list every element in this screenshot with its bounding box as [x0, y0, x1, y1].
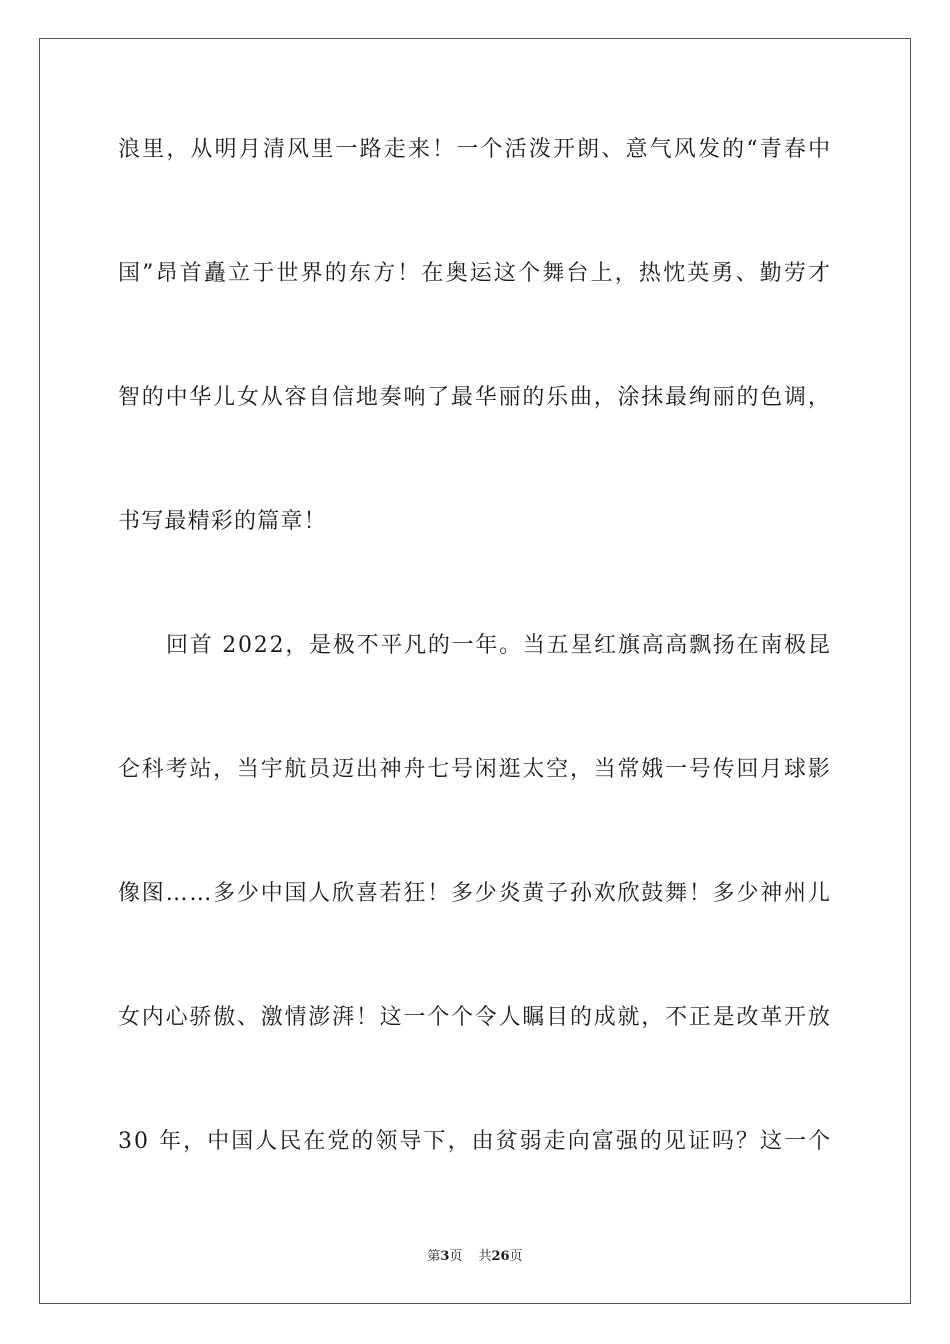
body-text-line-9: 30 年，中国人民在党的领导下，由贫弱走向富强的见证吗？这一个: [118, 1129, 833, 1154]
total-page-count: 26: [491, 1249, 510, 1264]
body-text-line-3: 智的中华儿女从容自信地奏响了最华丽的乐曲，涂抹最绚丽的色调，: [118, 385, 832, 410]
body-text-line-4: 书写最精彩的篇章！: [118, 509, 327, 534]
footer-prefix: 第: [427, 1249, 441, 1264]
page-border: [39, 38, 911, 1304]
body-text-line-2: 国”昂首矗立于世界的东方！在奥运这个舞台上，热忱英勇、勤劳才: [118, 261, 833, 286]
body-text-line-8: 女内心骄傲、激情澎湃！这一个个令人瞩目的成就，不正是改革开放: [118, 1005, 832, 1030]
current-page-number: 3: [440, 1249, 450, 1264]
body-text-line-7: 像图……多少中国人欣喜若狂！多少炎黄子孙欢欣鼓舞！多少神州儿: [118, 881, 832, 906]
footer-total-prefix: 共: [478, 1249, 492, 1264]
page-footer: [0, 1248, 950, 1266]
body-text-line-5: 回首 2022，是极不平凡的一年。当五星红旗高高飘扬在南极昆: [166, 633, 832, 658]
body-text-line-1: 浪里，从明月清风里一路走来！一个活泼开朗、意气风发的“青春中: [118, 137, 833, 162]
footer-page-suffix: 页: [449, 1249, 463, 1264]
body-text-line-6: 仑科考站，当宇航员迈出神舟七号闲逛太空，当常娥一号传回月球影: [118, 757, 832, 782]
footer-total-suffix: 页: [509, 1249, 523, 1264]
